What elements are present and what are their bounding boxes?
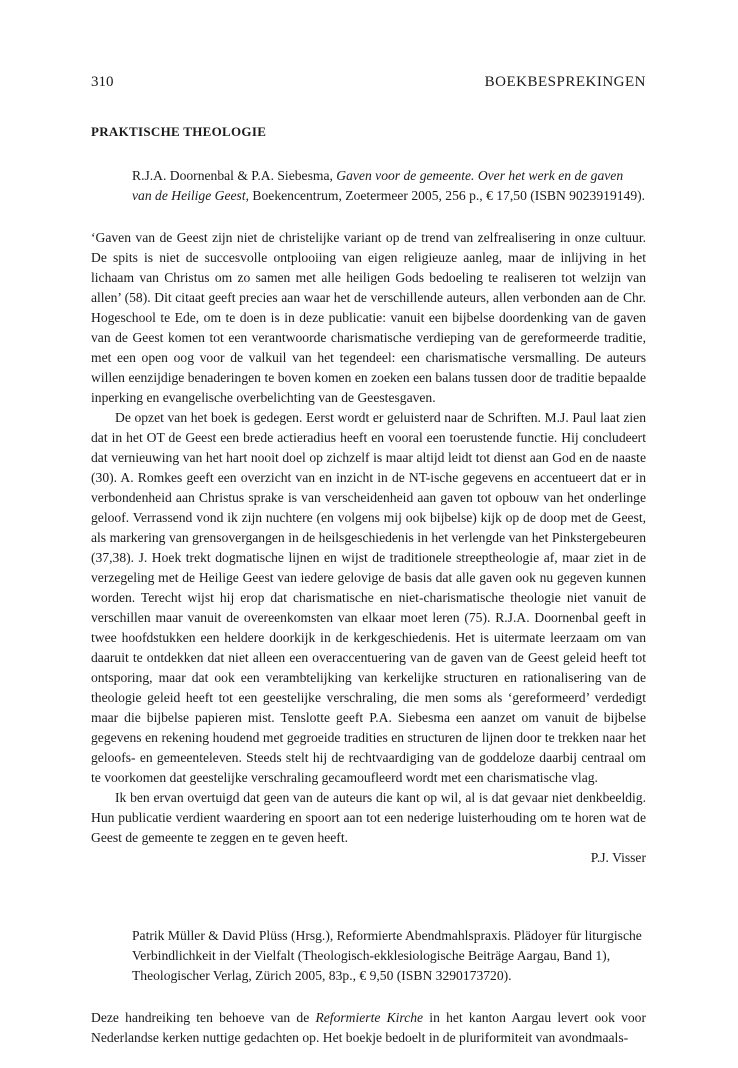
review1-paragraph-3: Ik ben ervan overtuigd dat geen van de auteurs die kant op wil, al is dat gevaar niet denkbeeldig. Hun publicatie verdient waardering en spoort aan tot een nederige luisterhouding om te horen wat de Geest de gemeente te zeggen en te geven heeft. bbox=[91, 790, 646, 845]
review2-authors: Patrik Müller & David Plüss (Hrsg.), bbox=[132, 928, 337, 943]
page bbox=[91, 72, 646, 1048]
section-title: PRAKTISCHE THEOLOGIE bbox=[91, 124, 267, 139]
review2-paragraph-1 bbox=[91, 1008, 646, 1048]
review1-bibliography bbox=[91, 166, 646, 206]
section-spacer bbox=[91, 868, 646, 926]
running-header bbox=[91, 72, 646, 92]
review1-paragraph-2: De opzet van het boek is gedegen. Eerst wordt er geluisterd naar de Schriften. M.J. Paul laat zien dat in het OT de Geest een brede actieradius heeft en vooral een toerustende functie. Hij concludeert dat vernieuwing van het hart nooit doel op zichzelf is maar altijd leidt tot dienst aan God en de naaste (30). A. Romkes geeft een overzicht van en inzicht in de NT-ische gegevens en accentueert dat er in verbondenheid aan Christus sprake is van verscheidenheid aan gaven tot opbouw van het onderlinge geloof. Verrassend vond ik zijn nuchtere (en volgens mij ook bijbelse) kijk op de doop met de Geest, als markering van grensovergangen in de heilsgeschiedenis in het verlengde van het Pinkstergebeuren (37,38). J. Hoek trekt dogmatische lijnen en wijst de traditionele streeptheologie af, maar ziet in de verzegeling met de Heilige Geest van iedere gelovige de basis dat alle gaven ook nu gegeven kunnen worden. Terecht wijst hij erop dat charismatische en niet-charismatische theologie niet vanuit de verschillen maar vanuit de overeenkomsten van elkaar moet leren (75). R.J.A. Doornenbal geeft in twee hoofdstukken een heldere doorkijk in de kerkgeschiedenis. Het is uitermate leerzaam om van daaruit te ontdekken dat niet alleen een overaccentuering van de gaven van de Geest geleid heeft tot ontsporing, maar dat ook een verambtelijking van kerkelijke structuren en rationalisering van de theologie geleid heeft tot een geestelijke verschraling, die men soms als ‘gereformeerd’ verdedigt maar die bijbelse papieren mist. Tenslotte geeft P.A. Siebesma een aanzet om vanuit de bijbelse gegevens en rekening houdend met gegroeide tradities en structuren de lijnen door te trekken naar het geloofs- en gemeenteleven. Steeds stelt hij de rechtvaardiging van de goddeloze daarbij centraal om te voorkomen dat geestelijke verschraling gecamoufleerd wordt met een charismatische vlag. bbox=[91, 410, 646, 785]
review2-para-start: Deze handreiking ten behoeve van de bbox=[91, 1010, 316, 1025]
review2-book-title: Reformierte Abendmahlspraxis. Plädoyer für liturgische Verbindlichkeit in der Vielfalt bbox=[132, 928, 642, 963]
review1-authors: R.J.A. Doornenbal & P.A. Siebesma, bbox=[132, 168, 337, 183]
review1-publication-details: , Boekencentrum, Zoetermeer 2005, 256 p., € 17,50 (ISBN 9023919149). bbox=[245, 188, 646, 203]
review1-signature: P.J. Visser bbox=[590, 850, 646, 865]
review2-publication-details: (Theologisch-ekklesiologische Beiträge Aargau, Band 1), Theologischer Verlag, Zürich 2005, 83p., € 9,50 (ISBN 3290173720). bbox=[132, 948, 611, 983]
review1-book-title: Gaven voor de gemeente. Over het werk en de gaven van de Heilige Geest bbox=[132, 168, 624, 203]
review1-paragraph-1: ‘Gaven van de Geest zijn niet de christelijke variant op de trend van zelfrealisering in onze cultuur. De spits is niet de succesvolle ontplooiing van eigen religieuze aanleg, maar de inlijving in het lichaam van Christus om zo samen met alle heiligen Gods bedoeling te realiseren tot welzijn van allen’ (58). Dit citaat geeft precies aan waar het de verschillende auteurs, allen verbonden aan de Chr. Hogeschool te Ede, om te doen is in deze publicatie: vanuit een bijbelse doordenking van de gaven van de Geest komen tot een verantwoorde charismatische verdieping van de gereformeerde traditie, met een open oog voor de valkuil van het tegendeel: een charismatische versmalling. De auteurs willen eenzijdige benaderingen te boven komen en zoeken een balans tussen door de traditie bepaalde inperking en evangelische overbelichting van de Geestesgaven. bbox=[91, 230, 646, 405]
review2-bibliography bbox=[91, 926, 646, 986]
running-title: BOEKBESPREKINGEN bbox=[484, 74, 646, 90]
review2-para-end: in het kanton Aargau levert ook voor Nederlandse kerken nuttige gedachten op. Het boekje bedoelt in de pluriformiteit van avondmaals- bbox=[91, 1010, 646, 1045]
review2-para-italic: Reformierte Kirche bbox=[315, 1010, 424, 1025]
page-number: 310 bbox=[91, 74, 114, 90]
